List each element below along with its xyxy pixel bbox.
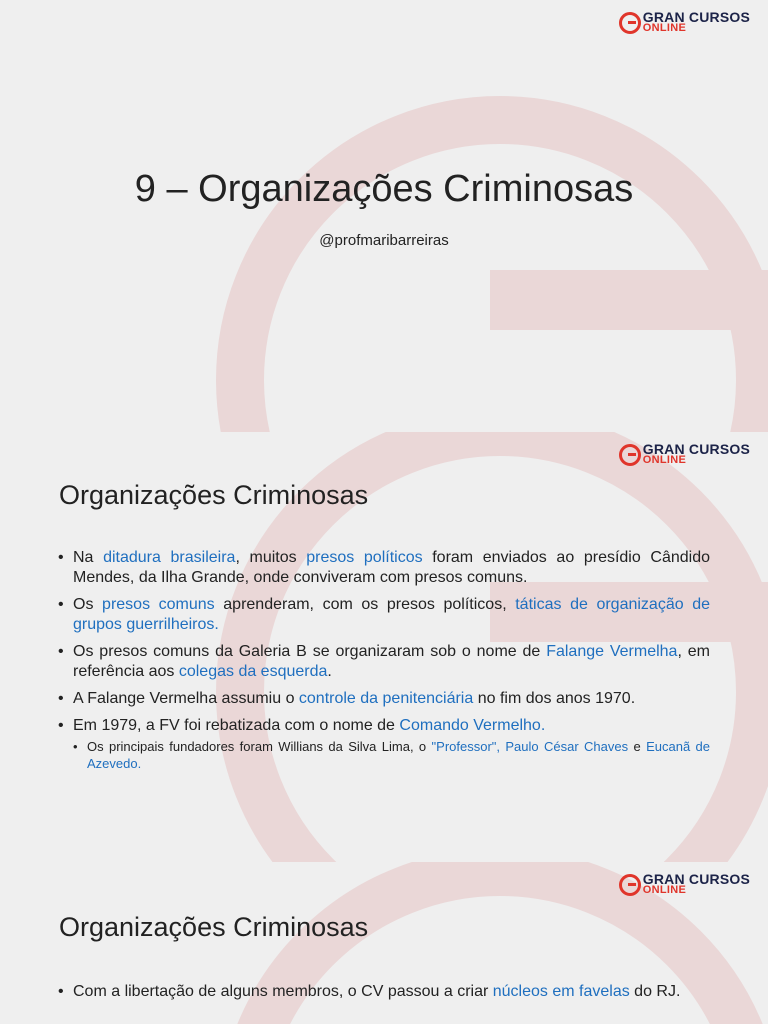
content-slide-1 (0, 432, 768, 862)
text: aprenderam, com os presos políticos, (214, 596, 516, 613)
gran-cursos-logo (619, 9, 750, 34)
gran-cursos-logo (619, 871, 750, 896)
logo-g-icon (619, 444, 641, 466)
author-handle: @profmaribarreiras (319, 232, 449, 249)
text: Em 1979, a FV foi rebatizada com o nome de (73, 717, 400, 734)
logo-g-icon (619, 874, 641, 896)
list-item (58, 548, 710, 588)
text: Os (73, 596, 103, 613)
page-title: 9 – Organizações Criminosas (134, 168, 634, 210)
logo-line2: ONLINE (642, 22, 687, 34)
logo-line2: ONLINE (642, 454, 687, 466)
highlight: Comando Vermelho. (399, 717, 546, 734)
text: no fim dos anos 1970. (473, 690, 636, 707)
watermark-logo (0, 0, 768, 432)
highlight: colegas da esquerda (178, 663, 328, 680)
gran-cursos-logo (619, 441, 750, 466)
logo-line2: ONLINE (642, 884, 687, 896)
text: A Falange Vermelha assumiu o (73, 690, 299, 707)
section-title: Organizações Criminosas (59, 912, 369, 942)
highlight: Falange Vermelha (546, 643, 678, 660)
text: e (628, 739, 647, 754)
text: Com a libertação de alguns membros, o CV passou a criar (73, 983, 493, 1000)
bullet-list (58, 548, 710, 779)
highlight: presos políticos (306, 549, 423, 566)
highlight: ditadura brasileira (103, 549, 236, 566)
list-item (58, 982, 710, 1002)
list-item (58, 595, 710, 635)
content-slide-2 (0, 862, 768, 1024)
logo-g-icon (619, 12, 641, 34)
list-item (58, 716, 710, 772)
text: , muitos (235, 549, 307, 566)
text: Os presos comuns da Galeria B se organizaram sob o nome de (73, 643, 547, 660)
text: . (327, 663, 332, 680)
text: Os principais fundadores foram Willians da Silva Lima, o (87, 739, 432, 754)
text: do RJ. (629, 983, 681, 1000)
sub-list-item (73, 738, 710, 772)
highlight: "Professor", Paulo César Chaves (431, 739, 629, 754)
highlight: presos comuns (102, 596, 215, 613)
highlight: Eucanã de Azevedo. (87, 739, 710, 771)
logo-line1: GRAN CURSOS (642, 441, 750, 457)
title-slide (0, 0, 768, 432)
sub-list (73, 738, 710, 772)
highlight: táticas de organização de grupos guerrilheiros. (73, 596, 711, 633)
section-title: Organizações Criminosas (59, 480, 369, 510)
text: Na (73, 549, 104, 566)
logo-line1: GRAN CURSOS (642, 9, 750, 25)
list-item (58, 689, 710, 709)
text: foram enviados ao presídio Cândido Mendes, da Ilha Grande, onde conviveram com presos comuns. (73, 549, 710, 586)
list-item (58, 642, 710, 682)
logo-line1: GRAN CURSOS (642, 871, 750, 887)
text: , em referência aos (73, 643, 710, 680)
highlight: núcleos em favelas (492, 983, 630, 1000)
highlight: controle da penitenciária (298, 690, 474, 707)
bullet-list (58, 982, 710, 1009)
